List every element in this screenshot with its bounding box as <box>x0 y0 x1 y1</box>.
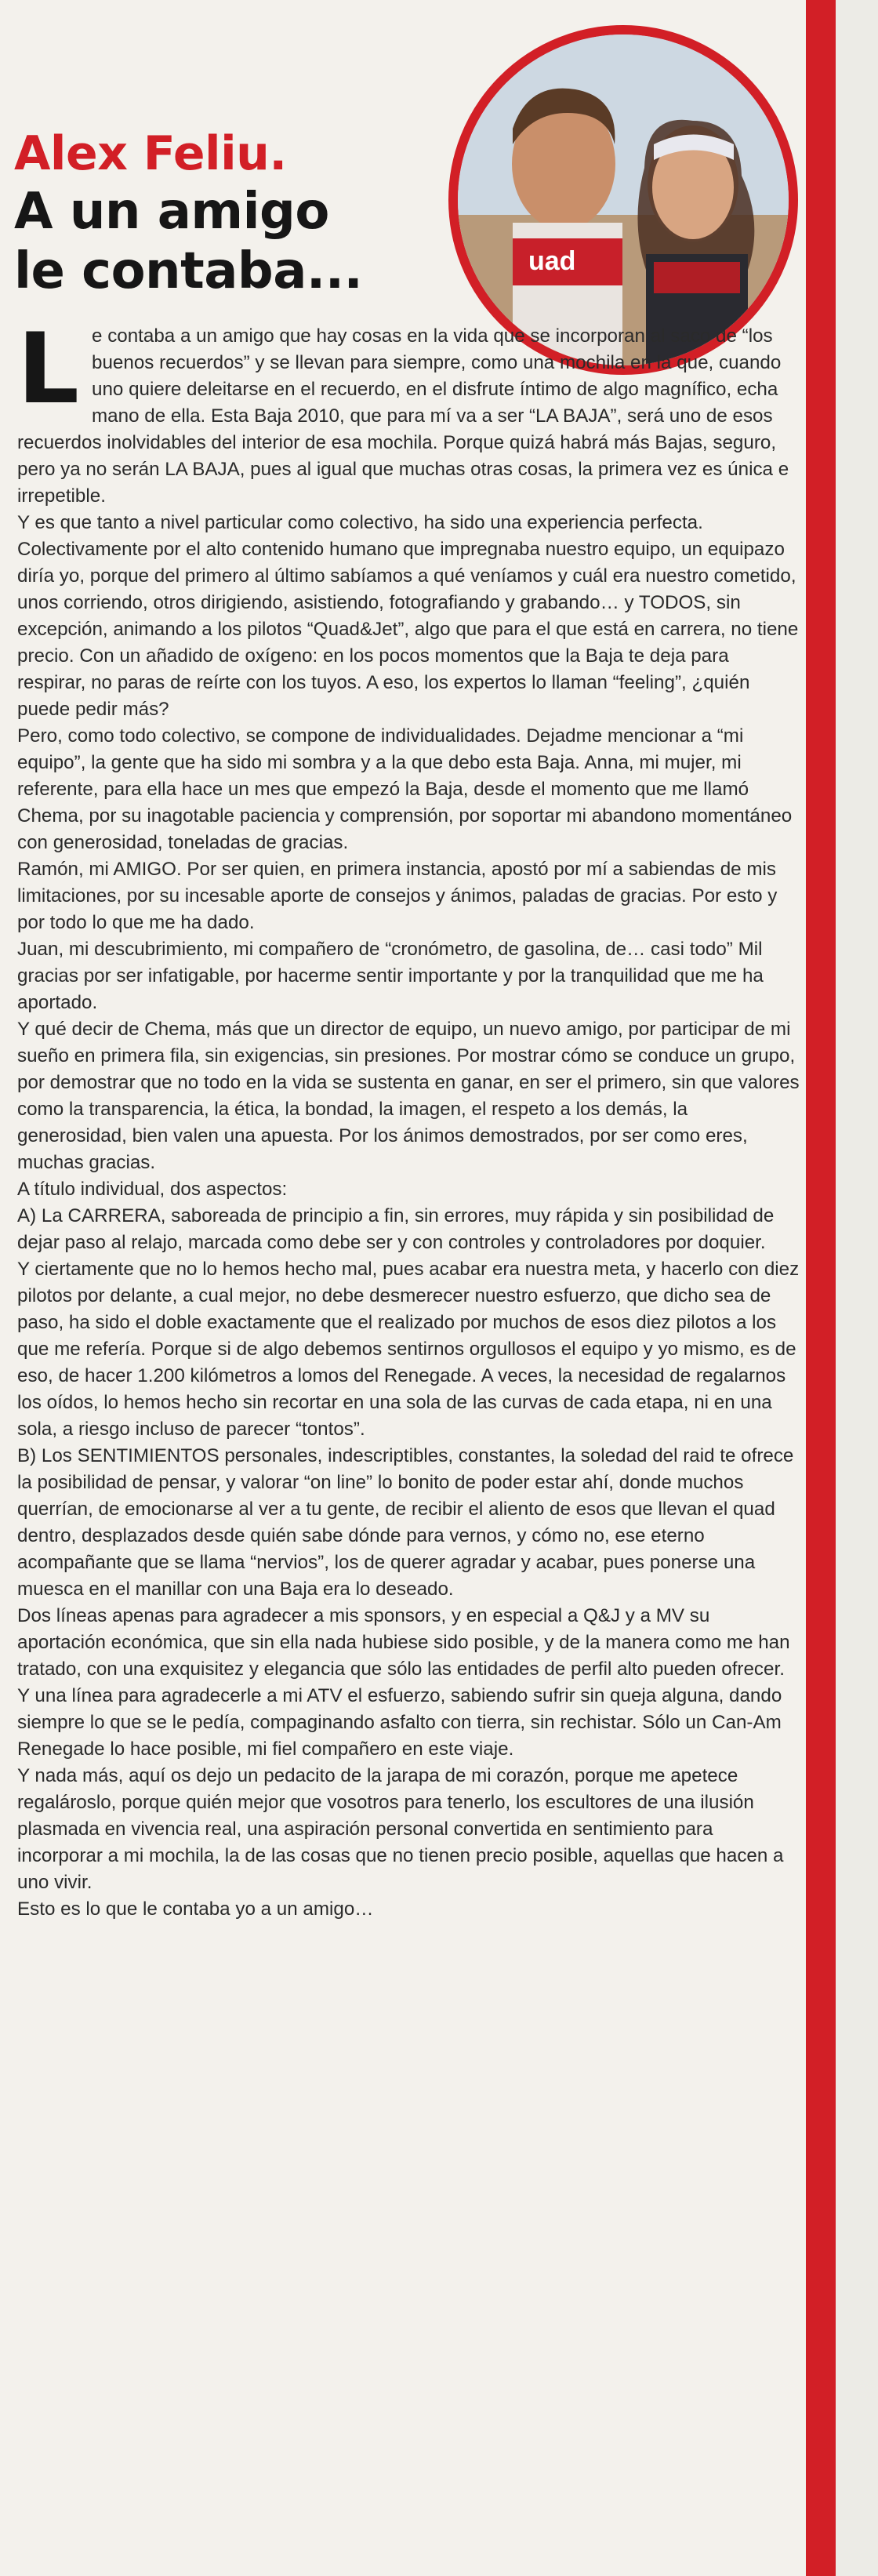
paragraph-1-text: e contaba a un amigo que hay cosas en la vida que se incorporan al saco de “los buenos recuerdos” y se llevan para siempre, como una mochila en la que, cuando uno quiere deleitarse en el recuerdo, en el disfrute íntimo de algo magnífico, echa mano de ella. Esta Baja 2010, que para mí va a ser “LA BAJA”, será uno de esos recuerdos inolvidables del interior de esa mochila. Porque quizá habrá más Bajas, seguro, pero ya no serán LA BAJA, pues al igual que muchas otras cosas, la primera vez es única e irrepetible. <box>17 325 789 507</box>
paragraph-14: Esto es lo que le contaba yo a un amigo… <box>17 1898 374 1920</box>
paragraph-10: B) Los SENTIMIENTOS personales, indescriptibles, constantes, la soledad del raid te ofrece la posibilidad de pensar, y valorar “on line” lo bonito de poder estar ahí, donde muchos querrían, de emocionarse al ver a tu gente, de recibir el aliento de esos que llevan el quad dentro, desplazados desde quién sabe dónde para vernos, y cómo no, ese eterno acompañante que se llama “nervios”, los de querer agradar y acabar, pues ponerse una muesca en el manillar con una Baja era lo deseado. <box>17 1445 794 1600</box>
svg-text:uad: uad <box>528 246 576 276</box>
page-edge <box>836 0 878 2576</box>
paragraph-1 <box>17 313 801 510</box>
portrait-photo-illustration <box>458 35 789 365</box>
paragraph-3: Pero, como todo colectivo, se compone de individualidades. Dejadme mencionar a “mi equipo”, la gente que ha sido mi sombra y a la que debo esta Baja. Anna, mi mujer, mi referente, para ella hace un mes que empezó la Baja, desde el momento que me llamó Chema, por su inagotable paciencia y comprensión, por soportar mi abandono momentáneo con generosidad, toneladas de gracias. <box>17 725 793 853</box>
article-body <box>17 313 801 1923</box>
paragraph-8: A) La CARRERA, saboreada de principio a fin, sin errores, muy rápida y sin posibilidad de dejar paso al relajo, marcada como debe ser y con controles y controladores por doquier. <box>17 1205 775 1253</box>
paragraph-9: Y ciertamente que no lo hemos hecho mal, pues acabar era nuestra meta, y hacerlo con diez pilotos por delante, a cual mejor, no debe desmerecer nuestro esfuerzo, que dicho sea de paso, ha sido el doble exactamente que el realizado por muchos de esos diez pilotos a los que me refería. Porque si de algo debemos sentirnos orgullosos el equipo y yo mismo, es de eso, de hacer 1.200 kilómetros a lomos del Renegade. A veces, la necesidad de regalarnos los oídos, lo hemos hecho sin recortar en una sola de las curvas de cada etapa, ni en una sola, a riesgo incluso de parecer “tontos”. <box>17 1259 800 1440</box>
paragraph-11: Dos líneas apenas para agradecer a mis sponsors, y en especial a Q&J y a MV su aportación económica, que sin ella nada hubiese sido posible, y de la manera como me han tratado, con una exquisitez y elegancia que sólo las entidades de perfil alto pueden ofrecer. <box>17 1605 790 1680</box>
author-name: Alex Feliu. <box>14 126 287 181</box>
drop-cap: L <box>17 313 80 426</box>
article-header <box>14 125 453 301</box>
paragraph-5: Juan, mi descubrimiento, mi compañero de “cronómetro, de gasolina, de… casi todo” Mil gracias por ser infatigable, por hacerme sentir importante y por la tranquilidad que me ha aportado. <box>17 939 764 1013</box>
paragraph-13: Y nada más, aquí os dejo un pedacito de la jarapa de mi corazón, porque me apetece regalároslo, porque quién mejor que vosotros para tenerlo, los escultores de una ilusión plasmada en vivencia real, una aspiración personal convertida en sentimiento para incorporar a mi mochila, la de las cosas que no tienen precio posible, aquellas que hacen a uno vivir. <box>17 1765 784 1893</box>
paragraph-2: Y es que tanto a nivel particular como colectivo, ha sido una experiencia perfecta. Colectivamente por el alto contenido humano que impregnaba nuestro equipo, un equipazo diría yo, porque del primero al último sabíamos a qué veníamos y cuál era nuestro cometido, unos corriendo, otros dirigiendo, asistiendo, fotografiando y grabando… y TODOS, sin excepción, animando a los pilotos “Quad&Jet”, algo que para el que está en carrera, no tiene precio. Con un añadido de oxígeno: en los pocos momentos que la Baja te deja para respirar, no paras de reírte con los tuyos. A eso, los expertos lo llaman “feeling”, ¿quién puede pedir más? <box>17 512 799 720</box>
paragraph-12: Y una línea para agradecerle a mi ATV el esfuerzo, sabiendo sufrir sin queja alguna, dando siempre lo que se le pedía, compaginando asfalto con tierra, sin rechistar. Sólo un Can-Am Renegade lo hace posible, mi fiel compañero en este viaje. <box>17 1685 782 1760</box>
accent-bar <box>806 0 836 2576</box>
article-title-line-1: A un amigo <box>14 183 329 241</box>
paragraph-6: Y qué decir de Chema, más que un director de equipo, un nuevo amigo, por participar de mi sueño en primera fila, sin exigencias, sin presiones. Por mostrar cómo se conduce un grupo, por demostrar que no todo en la vida se sustenta en ganar, en ser el primero, sin que valores como la transparencia, la ética, la bondad, la imagen, el respeto a los demás, la generosidad, bien valen una apuesta. Por los ánimos demostrados, por ser como eres, muchas gracias. <box>17 1019 800 1173</box>
paragraph-7: A título individual, dos aspectos: <box>17 1179 288 1200</box>
paragraph-4: Ramón, mi AMIGO. Por ser quien, en primera instancia, apostó por mí a sabiendas de mis limitaciones, por su incesable aporte de consejos y ánimos, paladas de gracias. Por esto y por todo lo que me ha dado. <box>17 859 778 933</box>
article-title-line-2: le contaba... <box>14 242 363 300</box>
